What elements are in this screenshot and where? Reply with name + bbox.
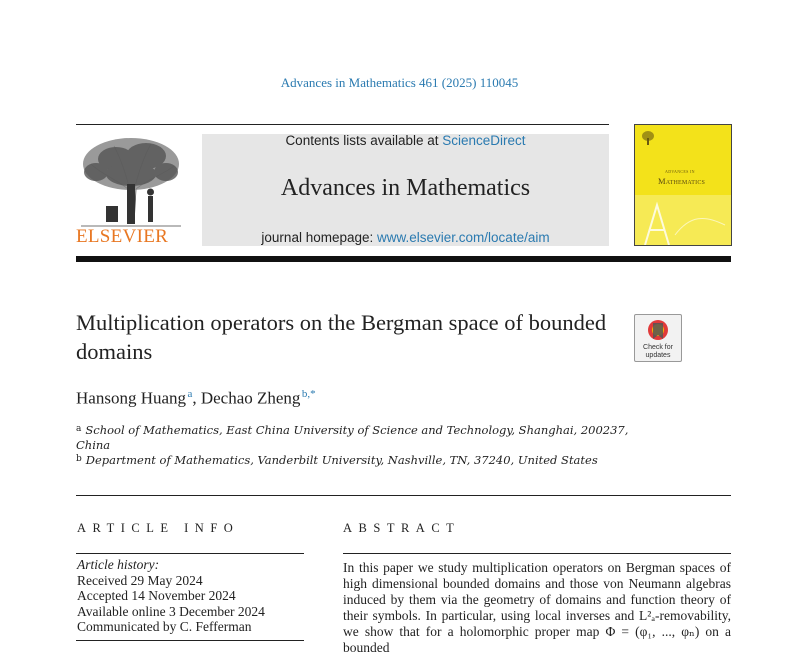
cover-graphic [635, 195, 731, 245]
abstract-rule [343, 553, 731, 554]
affiliation-mark: a [76, 424, 82, 434]
article-info-heading: ARTICLE INFO [77, 521, 240, 535]
journal-citation: Advances in Mathematics 461 (2025) 110045 [280, 75, 519, 90]
history-label: Article history: [77, 557, 160, 572]
journal-cover[interactable] [634, 124, 732, 246]
elsevier-wordmark: ELSEVIER [76, 226, 169, 247]
affiliation-divider [76, 495, 731, 496]
check-for-updates-badge[interactable] [634, 314, 682, 362]
article-history [77, 557, 265, 635]
sciencedirect-link[interactable]: ScienceDirect [442, 133, 526, 148]
journal-title: Advances in Mathematics [280, 175, 531, 201]
author-name[interactable]: Hansong Huang [76, 388, 187, 408]
author-list: Hansong Huang $^a$, Dechao Zheng $^{b,*}$ [76, 388, 316, 408]
check-updates-label: Check for updates [643, 344, 673, 359]
author-name[interactable]: Dechao Zheng [200, 388, 301, 408]
contents-prefix: Contents lists available at [285, 133, 443, 148]
online-date: Available online 3 December 2024 [77, 603, 265, 619]
abstract-text: In this paper we study multiplication operators on Bergman spaces of high dimensional bounded domains and those von Neumann algebras induced by them via the geometry of domains and function theory of their symbols. In particular, using local inverses and L²ₐ-removability, we show that for a holomorphic proper map Φ = (φ₁, ..., φₙ) on a bounded [343, 560, 731, 655]
received-date: Received 29 May 2024 [77, 572, 203, 588]
accepted-date: Accepted 14 November 2024 [77, 588, 236, 604]
cover-small-text: ADVANCES IN [665, 169, 695, 174]
abstract-heading: ABSTRACT [343, 521, 461, 535]
paper-title: Multiplication operators on the Bergman space of bounded domains [76, 310, 607, 364]
affiliation-mark: b [76, 454, 82, 464]
homepage-link[interactable]: www.elsevier.com/locate/aim [377, 230, 550, 245]
affiliation [76, 422, 636, 453]
article-info-bottom-rule [76, 640, 304, 641]
cover-elsevier-icon [641, 130, 655, 151]
homepage-line [202, 230, 609, 245]
author-affil-mark: a [187, 388, 193, 400]
affiliation [76, 452, 636, 468]
affiliation-text: Department of Mathematics, Vanderbilt University, Nashville, TN, 37240, United States [85, 453, 598, 467]
contents-line [202, 133, 609, 148]
affiliation-text: School of Mathematics, East China University of Science and Technology, Shanghai, 200237, China [76, 423, 629, 452]
communicated-by: Communicated by C. Fefferman [77, 619, 252, 635]
homepage-prefix: journal homepage: [261, 230, 378, 245]
author-affil-mark: b,* [301, 388, 316, 400]
header-divider [76, 256, 731, 262]
article-info-rule [76, 553, 304, 554]
cover-title: Mathematics [658, 176, 706, 186]
top-rule [76, 124, 609, 125]
